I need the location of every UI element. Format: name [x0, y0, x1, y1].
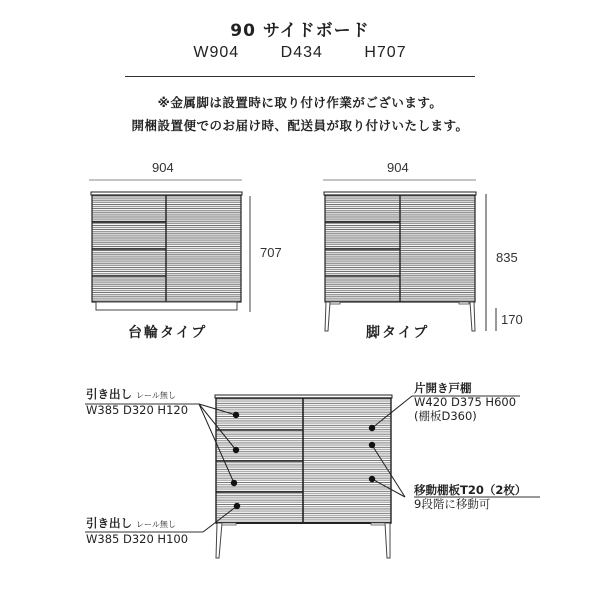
- drawer-top-title: 引き出し: [86, 387, 132, 401]
- callout-drawer-top: [86, 387, 188, 417]
- callout-shelf: [414, 483, 526, 511]
- drawer-bottom-title: 引き出し: [86, 516, 132, 530]
- drawer-top-size: W385 D320 H120: [86, 403, 189, 417]
- leg-type-drawing: [323, 180, 496, 331]
- cabinet-title: 片開き戸棚: [414, 381, 472, 395]
- cabinet-shelf: (棚板D360): [414, 409, 477, 423]
- dimension-width: W904: [193, 44, 240, 61]
- drawer-bottom-size: W385 D320 H100: [86, 532, 189, 546]
- dimension-depth: D434: [280, 44, 323, 61]
- leg-height-label: 170: [501, 312, 523, 327]
- caster-height-label: 707: [260, 245, 282, 260]
- dimension-height: H707: [364, 44, 407, 61]
- note-line-1: ※金属脚は設置時に取り付け作業がございます。: [157, 95, 443, 110]
- leg-total-height-label: 835: [496, 250, 518, 265]
- drawer-top-sub: レール無し: [136, 391, 176, 400]
- callout-drawer-bottom: [86, 516, 188, 546]
- leg-type-caption: 脚タイプ: [366, 325, 430, 341]
- caster-width-label: 904: [152, 160, 174, 175]
- caster-type-drawing: [89, 180, 250, 312]
- cabinet-size: W420 D375 H600: [414, 395, 517, 409]
- note-line-2: 開梱設置便でのお届け時、配送員が取り付けいたします。: [131, 118, 469, 133]
- shelf-detail: 9段階に移動可: [414, 497, 491, 511]
- leg-width-label: 904: [387, 160, 409, 175]
- caster-type-caption: 台輪タイプ: [128, 325, 208, 341]
- callout-cabinet: [414, 381, 516, 423]
- drawer-bottom-sub: レール無し: [136, 520, 176, 529]
- product-title: 90 サイドボード: [230, 21, 370, 41]
- shelf-title: 移動棚板T20（2枚）: [414, 483, 527, 497]
